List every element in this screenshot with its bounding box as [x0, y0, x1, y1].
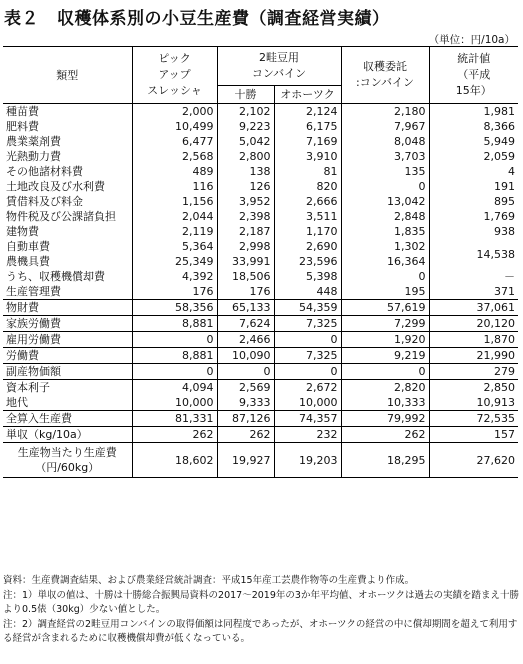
value-cell: 262	[132, 427, 217, 443]
value-cell: 7,624	[217, 316, 274, 332]
value-cell: －	[429, 269, 518, 284]
table-row	[3, 427, 518, 443]
value-cell: 1,302	[341, 239, 429, 254]
value-cell: 191	[429, 179, 518, 194]
value-cell: 0	[132, 364, 217, 380]
value-cell: 20,120	[429, 316, 518, 332]
value-cell: 2,398	[217, 209, 274, 224]
value-cell: 0	[274, 332, 341, 348]
value-cell: 0	[217, 364, 274, 380]
value-cell: 25,349	[132, 254, 217, 269]
cost-table	[3, 46, 518, 478]
table-row	[3, 380, 518, 396]
table-title: 収穫体系別の小豆生産費（調査経営実績）	[57, 9, 390, 29]
value-cell: 2,466	[217, 332, 274, 348]
value-cell: 3,952	[217, 194, 274, 209]
header-okhotsk: オホーツク	[274, 86, 341, 104]
value-cell: 3,910	[274, 149, 341, 164]
value-cell: 2,102	[217, 104, 274, 120]
value-cell: 9,223	[217, 119, 274, 134]
table-row	[3, 411, 518, 427]
row-label: 農業薬剤費	[6, 135, 61, 148]
value-cell: 57,619	[341, 300, 429, 316]
value-cell: 5,398	[274, 269, 341, 284]
value-cell: 74,357	[274, 411, 341, 427]
table-row	[3, 284, 518, 300]
value-cell: 262	[341, 427, 429, 443]
value-cell: 138	[217, 164, 274, 179]
value-cell: 7,967	[341, 119, 429, 134]
value-cell: 81,331	[132, 411, 217, 427]
note-source: 資料：生産費調査結果、および農業経営統計調査：平成15年産工芸農作物等の生産費より作成。	[3, 575, 415, 586]
value-cell: 938	[429, 224, 518, 239]
value-cell: 18,602	[132, 443, 217, 478]
table-row	[3, 239, 518, 254]
value-cell: 5,364	[132, 239, 217, 254]
value-cell: 2,998	[217, 239, 274, 254]
value-cell: 279	[429, 364, 518, 380]
table-row	[3, 134, 518, 149]
row-label: 生産管理費	[6, 285, 61, 298]
value-cell: 3,511	[274, 209, 341, 224]
value-cell: 448	[274, 284, 341, 300]
value-cell: 8,048	[341, 134, 429, 149]
value-cell: 126	[217, 179, 274, 194]
value-cell: 21,990	[429, 348, 518, 364]
value-cell: 2,568	[132, 149, 217, 164]
value-cell: 2,666	[274, 194, 341, 209]
value-cell: 2,187	[217, 224, 274, 239]
value-cell: 2,119	[132, 224, 217, 239]
value-cell: 23,596	[274, 254, 341, 269]
row-label: 物財費	[6, 301, 39, 314]
value-cell: 7,325	[274, 348, 341, 364]
row-label: 雇用労働費	[6, 333, 61, 346]
value-cell: 262	[217, 427, 274, 443]
table-row	[3, 224, 518, 239]
row-label: 自動車費	[6, 240, 50, 253]
value-cell: 0	[274, 364, 341, 380]
value-cell: 18,295	[341, 443, 429, 478]
value-cell: 10,000	[132, 395, 217, 411]
value-cell: 5,949	[429, 134, 518, 149]
value-cell: 1,769	[429, 209, 518, 224]
value-cell: 2,850	[429, 380, 518, 396]
value-cell: 4	[429, 164, 518, 179]
value-cell: 1,835	[341, 224, 429, 239]
header-item: 類型	[56, 68, 79, 82]
value-cell: 6,477	[132, 134, 217, 149]
table-row	[3, 300, 518, 316]
value-cell: 9,333	[217, 395, 274, 411]
value-cell: 8,881	[132, 316, 217, 332]
value-cell: 4,392	[132, 269, 217, 284]
value-cell: 2,820	[341, 380, 429, 396]
row-label: 地代	[6, 396, 28, 409]
value-cell: 176	[217, 284, 274, 300]
table-row	[3, 332, 518, 348]
value-cell: 0	[132, 332, 217, 348]
value-cell: 2,000	[132, 104, 217, 120]
value-cell: 820	[274, 179, 341, 194]
value-cell: 9,219	[341, 348, 429, 364]
table-row	[3, 209, 518, 224]
header-combine: 2畦豆用 コンバイン	[217, 47, 341, 86]
table-row	[3, 104, 518, 120]
value-cell: 2,180	[341, 104, 429, 120]
header-tokachi: 十勝	[217, 86, 274, 104]
value-cell: 10,913	[429, 395, 518, 411]
value-cell: 2,672	[274, 380, 341, 396]
row-label: 種苗費	[6, 105, 39, 118]
row-label: 土地改良及び水利費	[6, 180, 105, 193]
page-title	[4, 4, 390, 29]
value-cell: 157	[429, 427, 518, 443]
value-cell: 10,333	[341, 395, 429, 411]
table-number: 表２	[4, 9, 39, 29]
value-cell: 116	[132, 179, 217, 194]
table-row	[3, 194, 518, 209]
note-1: 注：1）単収の値は、十勝は十勝総合振興局資料の2017～2019年の3か年平均値、オホーツクは過去の実績を踏まえ十勝より0.5俵（30kg）少ない値とした。	[3, 590, 519, 615]
value-cell: 7,299	[341, 316, 429, 332]
value-cell: 65,133	[217, 300, 274, 316]
value-cell: 7,325	[274, 316, 341, 332]
note-2: 注：2）調査経営の2畦豆用コンバインの取得価額は同程度であったが、オホーツクの経営の中に償却期間を超えて利用する経営が含まれるために収穫機償却費が低くなっている。	[3, 619, 518, 644]
value-cell: 6,175	[274, 119, 341, 134]
row-label: 副産物価額	[6, 365, 61, 378]
value-cell: 1,981	[429, 104, 518, 120]
value-cell: 10,499	[132, 119, 217, 134]
value-cell: 8,366	[429, 119, 518, 134]
row-label: うち、収穫機償却費	[6, 270, 105, 283]
value-cell: 87,126	[217, 411, 274, 427]
value-cell: 176	[132, 284, 217, 300]
value-cell: 135	[341, 164, 429, 179]
value-cell: 2,800	[217, 149, 274, 164]
value-cell: 3,703	[341, 149, 429, 164]
value-cell: 2,848	[341, 209, 429, 224]
value-cell: 19,927	[217, 443, 274, 478]
row-label: 家族労働費	[6, 317, 61, 330]
table-row	[3, 269, 518, 284]
value-cell: 4,094	[132, 380, 217, 396]
footnotes	[3, 574, 519, 647]
value-cell: 5,042	[217, 134, 274, 149]
value-cell: 1,170	[274, 224, 341, 239]
value-cell: 371	[429, 284, 518, 300]
value-cell: 0	[341, 179, 429, 194]
table-row	[3, 395, 518, 411]
value-cell: 10,000	[274, 395, 341, 411]
value-cell: 19,203	[274, 443, 341, 478]
value-cell: 895	[429, 194, 518, 209]
merged-stats-cell: 14,538	[429, 239, 518, 269]
value-cell: 1,156	[132, 194, 217, 209]
table-row	[3, 179, 518, 194]
value-cell: 18,506	[217, 269, 274, 284]
row-label: 物件税及び公課諸負担	[6, 210, 116, 223]
value-cell: 0	[341, 269, 429, 284]
value-cell: 10,090	[217, 348, 274, 364]
value-cell: 195	[341, 284, 429, 300]
value-cell: 37,061	[429, 300, 518, 316]
value-cell: 79,992	[341, 411, 429, 427]
row-label: 光熱動力費	[6, 150, 61, 163]
value-cell: 2,059	[429, 149, 518, 164]
value-cell: 13,042	[341, 194, 429, 209]
value-cell: 1,920	[341, 332, 429, 348]
value-cell: 489	[132, 164, 217, 179]
value-cell: 81	[274, 164, 341, 179]
value-cell: 54,359	[274, 300, 341, 316]
table-body	[3, 104, 518, 478]
row-label: 生産物当たり生産費 （円/60kg）	[17, 446, 117, 474]
table-row	[3, 119, 518, 134]
header-stats: 統計値 （平成 15年）	[429, 47, 518, 104]
table-row	[3, 164, 518, 179]
value-cell: 2,044	[132, 209, 217, 224]
row-label: 労働費	[6, 349, 39, 362]
row-label: その他諸材料費	[6, 165, 83, 178]
row-label: 単収（kg/10a）	[6, 428, 88, 441]
row-label: 賃借料及び料金	[6, 195, 83, 208]
table-row	[3, 364, 518, 380]
table-row	[3, 348, 518, 364]
row-label: 肥料費	[6, 120, 39, 133]
value-cell: 2,690	[274, 239, 341, 254]
row-label: 全算入生産費	[6, 412, 72, 425]
table-row	[3, 316, 518, 332]
value-cell: 72,535	[429, 411, 518, 427]
value-cell: 16,364	[341, 254, 429, 269]
value-cell: 58,356	[132, 300, 217, 316]
header-pickup: ピック アップ スレッシャ	[132, 47, 217, 104]
value-cell: 33,991	[217, 254, 274, 269]
value-cell: 2,124	[274, 104, 341, 120]
unit-label: （単位：円/10a）	[428, 34, 515, 46]
value-cell: 1,870	[429, 332, 518, 348]
value-cell: 232	[274, 427, 341, 443]
header-consign: 収穫委託 :コンバイン	[341, 47, 429, 104]
value-cell: 27,620	[429, 443, 518, 478]
value-cell: 0	[341, 364, 429, 380]
value-cell: 7,169	[274, 134, 341, 149]
row-label: 農機具費	[6, 255, 50, 268]
value-cell: 2,569	[217, 380, 274, 396]
row-label: 建物費	[6, 225, 39, 238]
value-cell: 8,881	[132, 348, 217, 364]
table-row	[3, 443, 518, 478]
table-row	[3, 149, 518, 164]
table-header	[3, 47, 518, 104]
row-label: 資本利子	[6, 381, 50, 394]
